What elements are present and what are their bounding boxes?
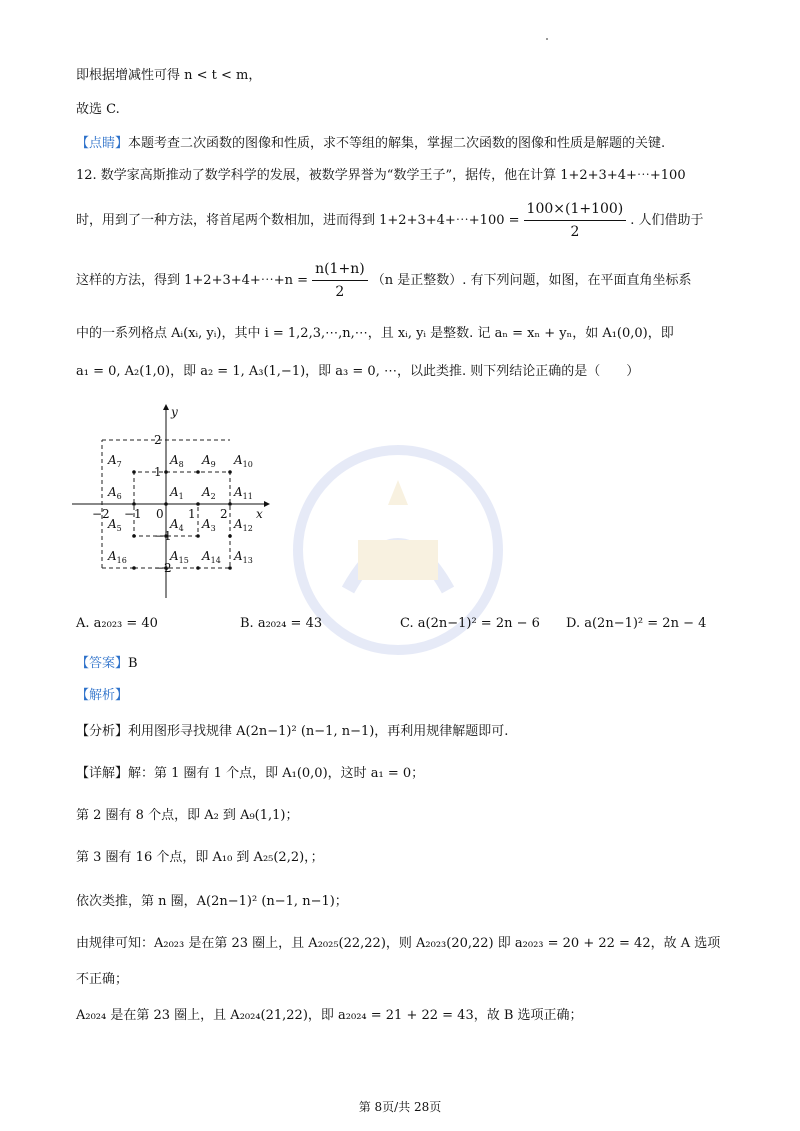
gauss-sum-text: 时，用到了一种方法，将首尾两个数相加，进而得到 1+2+3+4+⋯+100 =	[76, 213, 520, 228]
y-axis-arrow-icon	[163, 404, 169, 410]
gauss-fraction-numerator: 100×(1+100)	[524, 200, 627, 221]
y-axis-label: y	[171, 405, 178, 419]
general-fraction	[312, 260, 368, 301]
detail-text: 解：第 1 圈有 1 个点，即 A₁(0,0)，这时 a₁ = 0；	[128, 766, 425, 781]
lattice-point	[228, 566, 232, 570]
answer-tag: 【答案】	[76, 656, 129, 671]
watermark-logo-icon	[288, 440, 508, 670]
point-label-subscript: 4	[178, 524, 184, 533]
point-label: $A_7$	[108, 453, 122, 469]
line-comment	[76, 134, 665, 154]
lattice-point	[196, 470, 200, 474]
lattice-point	[164, 502, 168, 506]
point-label-subscript: 10	[242, 460, 253, 469]
point-label: $A_{11}$	[234, 485, 253, 501]
analysis-label: 【分析】	[76, 724, 129, 739]
point-label-subscript: 16	[116, 556, 127, 565]
point-label: $A_8$	[170, 453, 184, 469]
y-tick-label: 2	[154, 433, 162, 447]
point-label: $A_6$	[108, 485, 122, 501]
choice-a: A. a₂₀₂₃ = 40	[76, 616, 158, 631]
figure-points	[132, 470, 232, 570]
line-detail	[76, 764, 424, 784]
general-fraction-denominator: 2	[335, 284, 345, 300]
point-label-subscript: 6	[116, 492, 122, 501]
x-tick-label: 2	[220, 507, 228, 521]
line-rule-a2024: A₂₀₂₄ 是在第 23 圈上，且 A₂₀₂₄(21,22)，即 a₂₀₂₄ = 21 + 22 = 43，故 B 选项正确；	[76, 1008, 583, 1023]
general-sum-text: 这样的方法，得到 1+2+3+4+⋯+n =	[76, 273, 309, 288]
lattice-point	[228, 534, 232, 538]
lattice-point	[228, 502, 232, 506]
gauss-fraction-denominator: 2	[570, 224, 580, 240]
point-label: $A_{13}$	[234, 549, 253, 565]
y-tick-label: −2	[154, 561, 172, 575]
general-fraction-numerator: n(1+n)	[312, 260, 368, 281]
point-label: $A_2$	[202, 485, 216, 501]
y-tick-label: −1	[154, 529, 172, 543]
lattice-point	[132, 502, 136, 506]
choice-d: D. a(2n−1)² = 2n − 4	[566, 616, 707, 631]
line-rule-a2023: 由规律可知：A₂₀₂₃ 是在第 23 圈上，且 A₂₀₂₅(22,22)，则 A₂₀₂₃(20,22) 即 a₂₀₂₃ = 20 + 22 = 42，故 A 选项	[76, 936, 721, 951]
point-label: $A_{14}$	[202, 549, 221, 565]
lattice-point	[196, 534, 200, 538]
line-answer	[76, 654, 138, 674]
line-gauss-sum	[76, 198, 704, 244]
point-label-subscript: 8	[178, 460, 184, 469]
point-label-subscript: 9	[210, 460, 216, 469]
point-label-subscript: 1	[178, 492, 184, 501]
point-label: $A_{12}$	[234, 517, 253, 533]
choice-c: C. a(2n−1)² = 2n − 6	[400, 616, 540, 631]
lattice-point	[164, 470, 168, 474]
point-label-subscript: 3	[210, 524, 216, 533]
gauss-sum-tail: . 人们借助于	[630, 213, 704, 228]
analysis-tag: 【解析】	[76, 688, 129, 703]
comment-tag: 【点睛】	[76, 136, 129, 151]
lattice-point	[228, 470, 232, 474]
lattice-point	[132, 534, 136, 538]
point-label: $A_3$	[202, 517, 216, 533]
line-lattice-definition: 中的一系列格点 Aᵢ(xᵢ, yᵢ)，其中 i = 1,2,3,⋯,n,⋯，且 xᵢ, yᵢ 是整数. 记 aₙ = xₙ + yₙ，如 A₁(0,0)，即	[76, 326, 674, 341]
line-not-correct: 不正确；	[76, 972, 129, 987]
line-examples: a₁ = 0, A₂(1,0)，即 a₂ = 1, A₃(1,−1)，即 a₃ = 0, ⋯，以此类推. 则下列结论正确的是（ ）	[76, 364, 640, 379]
point-label-subscript: 11	[242, 492, 253, 501]
lattice-point	[132, 566, 136, 570]
line-ring-3: 第 3 圈有 16 个点，即 A₁₀ 到 A₂₅(2,2)，；	[76, 850, 324, 865]
line-choose-c: 故选 C.	[76, 102, 120, 117]
point-label-subscript: 13	[242, 556, 253, 565]
line-ring-n: 依次类推，第 n 圈，A(2n−1)² (n−1, n−1)；	[76, 894, 348, 909]
gauss-fraction	[524, 200, 627, 241]
line-question-12: 12. 数学家高斯推动了数学科学的发展，被数学界誉为“数学王子”，据传，他在计算 1+2+3+4+⋯+100	[76, 168, 686, 183]
x-tick-label: −1	[124, 507, 142, 521]
point-label: $A_{15}$	[170, 549, 189, 565]
point-label: $A_5$	[108, 517, 122, 533]
line-general-sum	[76, 258, 691, 304]
point-label-subscript: 15	[178, 556, 189, 565]
point-label: $A_4$	[170, 517, 184, 533]
lattice-point	[196, 566, 200, 570]
point-label-subscript: 5	[116, 524, 122, 533]
origin-label: 0	[156, 507, 164, 521]
choice-b: B. a₂₀₂₄ = 43	[240, 616, 323, 631]
general-sum-tail: （n 是正整数）. 有下列问题，如图，在平面直角坐标系	[371, 273, 692, 288]
y-tick-label: 1	[154, 465, 162, 479]
point-label: $A_1$	[170, 485, 184, 501]
detail-label: 【详解】	[76, 766, 129, 781]
line-analysis	[76, 722, 508, 742]
x-tick-label: 1	[188, 507, 196, 521]
corner-dot	[546, 38, 548, 40]
point-label-subscript: 2	[210, 492, 216, 501]
figure-labels	[92, 405, 263, 575]
point-label: $A_9$	[202, 453, 216, 469]
line-conclusion: 即根据增减性可得 n < t < m，	[76, 68, 262, 83]
comment-text: 本题考查二次函数的图像和性质，求不等组的解集，掌握二次函数的图像和性质是解题的关键.	[128, 136, 666, 151]
lattice-figure	[66, 404, 276, 604]
point-label-subscript: 12	[242, 524, 253, 533]
lattice-point	[132, 470, 136, 474]
point-label-subscript: 7	[116, 460, 122, 469]
x-axis-arrow-icon	[264, 501, 270, 507]
point-label: $A_{16}$	[108, 549, 127, 565]
spiral-path	[134, 472, 230, 568]
line-ring-2: 第 2 圈有 8 个点，即 A₂ 到 A₉(1,1)；	[76, 808, 299, 823]
x-tick-label: −2	[92, 507, 110, 521]
analysis-text: 利用图形寻找规律 A(2n−1)² (n−1, n−1)，再利用规律解题即可.	[128, 724, 509, 739]
x-axis-label: x	[256, 507, 263, 521]
page-footer: 第 8页/共 28页	[358, 1100, 442, 1114]
point-label: $A_{10}$	[234, 453, 253, 469]
lattice-point	[196, 502, 200, 506]
point-label-subscript: 14	[210, 556, 221, 565]
answer-value: B	[128, 656, 138, 671]
